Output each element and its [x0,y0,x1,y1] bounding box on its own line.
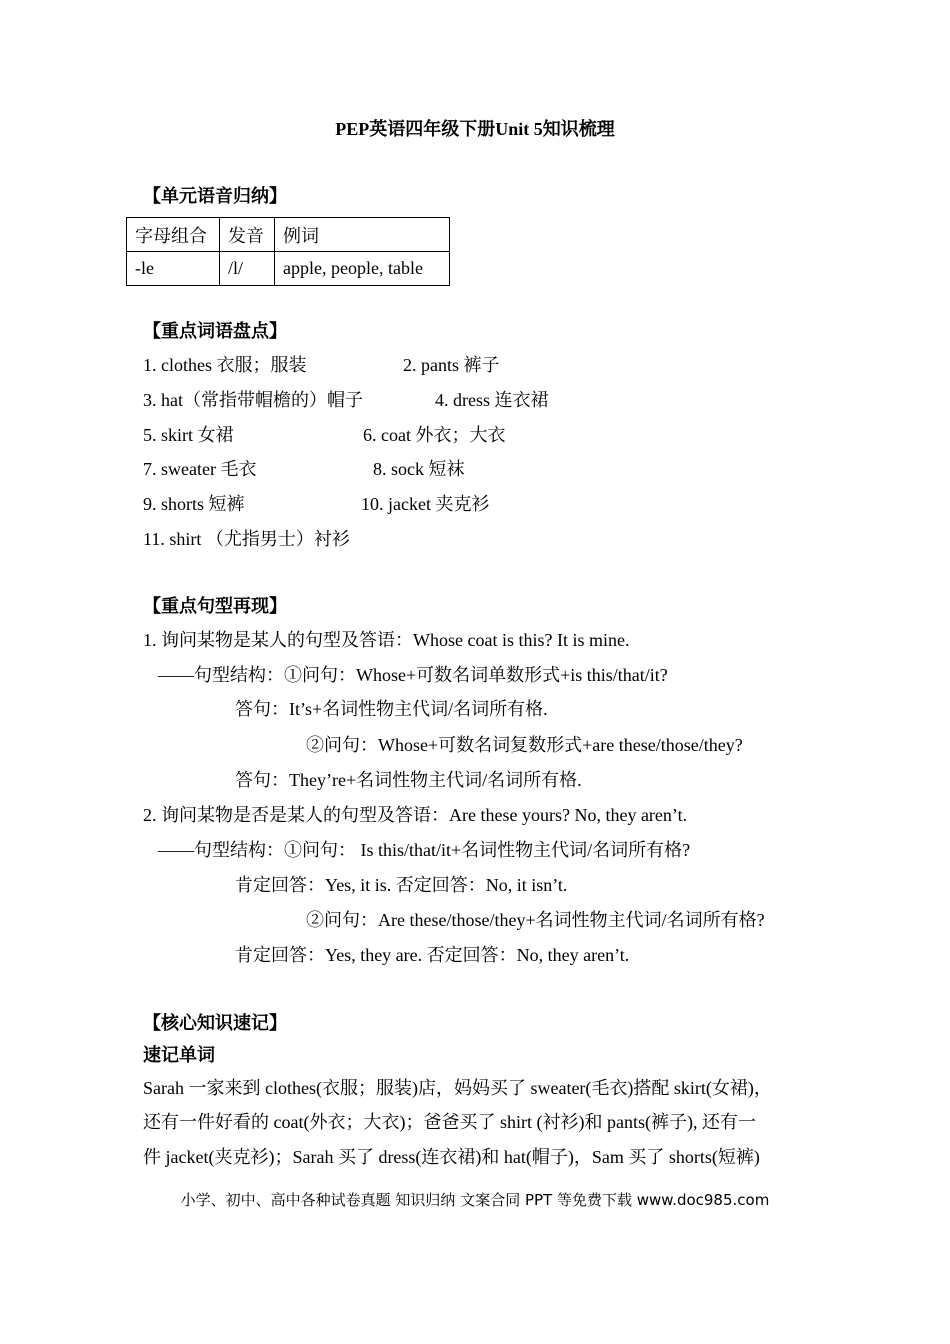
paragraph-line: 件 jacket(夹克衫)；Sarah 买了 dress(连衣裙)和 hat(帽子)，Sam 买了 shorts(短裤) [143,1147,760,1167]
vocab-item: 8. sock 短袜 [373,459,465,479]
vocab-item: 1. clothes 衣服；服装 [143,355,307,375]
core-heading: 【核心知识速记】 [143,1013,287,1033]
sentence-line: 肯定回答：Yes, it is. 否定回答：No, it isn’t. [235,875,568,895]
sentence-line: ——句型结构：①问句： Is this/that/it+名词性物主代词/名词所有格? [158,840,691,860]
page-title: PEP英语四年级下册Unit 5知识梳理 [335,119,615,139]
sentence-line: 答句：They’re+名词性物主代词/名词所有格. [235,770,582,790]
table-row [127,252,450,286]
sentence-line: 1. 询问某物是某人的句型及答语：Whose coat is this? It is mine. [143,630,630,650]
sentence-line: 答句：It’s+名词性物主代词/名词所有格. [235,699,548,719]
page-footer: 小学、初中、高中各种试卷真题 知识归纳 文案合同 PPT 等免费下载 www.doc985.com [180,1191,770,1209]
table-header-cell: 字母组合 [127,218,220,252]
phonics-heading: 【单元语音归纳】 [143,186,287,206]
table-header-cell: 例词 [275,218,450,252]
sentence-line: ——句型结构：①问句：Whose+可数名词单数形式+is this/that/it? [158,665,668,685]
vocab-item: 5. skirt 女裙 [143,425,234,445]
sentence-line: ②问句：Are these/those/they+名词性物主代词/名词所有格? [306,910,765,930]
vocab-heading: 【重点词语盘点】 [143,321,287,341]
table-cell: /l/ [220,252,275,286]
sentence-line: ②问句：Whose+可数名词复数形式+are these/those/they? [306,735,743,755]
sentences-heading: 【重点句型再现】 [143,596,287,616]
core-subheading: 速记单词 [143,1045,215,1065]
vocab-item: 4. dress 连衣裙 [435,390,549,410]
vocab-item: 10. jacket 夹克衫 [361,494,490,514]
vocab-item: 3. hat（常指带帽檐的）帽子 [143,390,363,410]
vocab-item: 7. sweater 毛衣 [143,459,257,479]
sentence-line: 2. 询问某物是否是某人的句型及答语：Are these yours? No, they aren’t. [143,805,688,825]
phonics-table [126,217,450,286]
vocab-item: 2. pants 裤子 [403,355,500,375]
vocab-item: 6. coat 外衣；大衣 [363,425,506,445]
table-header-cell: 发音 [220,218,275,252]
vocab-item: 11. shirt （尤指男士）衬衫 [143,529,350,549]
paragraph-line: 还有一件好看的 coat(外衣；大衣)；爸爸买了 shirt (衬衫)和 pants(裤子), 还有一 [143,1112,756,1132]
paragraph-line: Sarah 一家来到 clothes(衣服；服装)店，妈妈买了 sweater(毛衣)搭配 skirt(女裙)， [143,1078,772,1098]
table-cell: -le [127,252,220,286]
sentence-line: 肯定回答：Yes, they are. 否定回答：No, they aren’t. [235,945,630,965]
vocab-item: 9. shorts 短裤 [143,494,245,514]
table-cell: apple, people, table [275,252,450,286]
table-header-row [127,218,450,252]
